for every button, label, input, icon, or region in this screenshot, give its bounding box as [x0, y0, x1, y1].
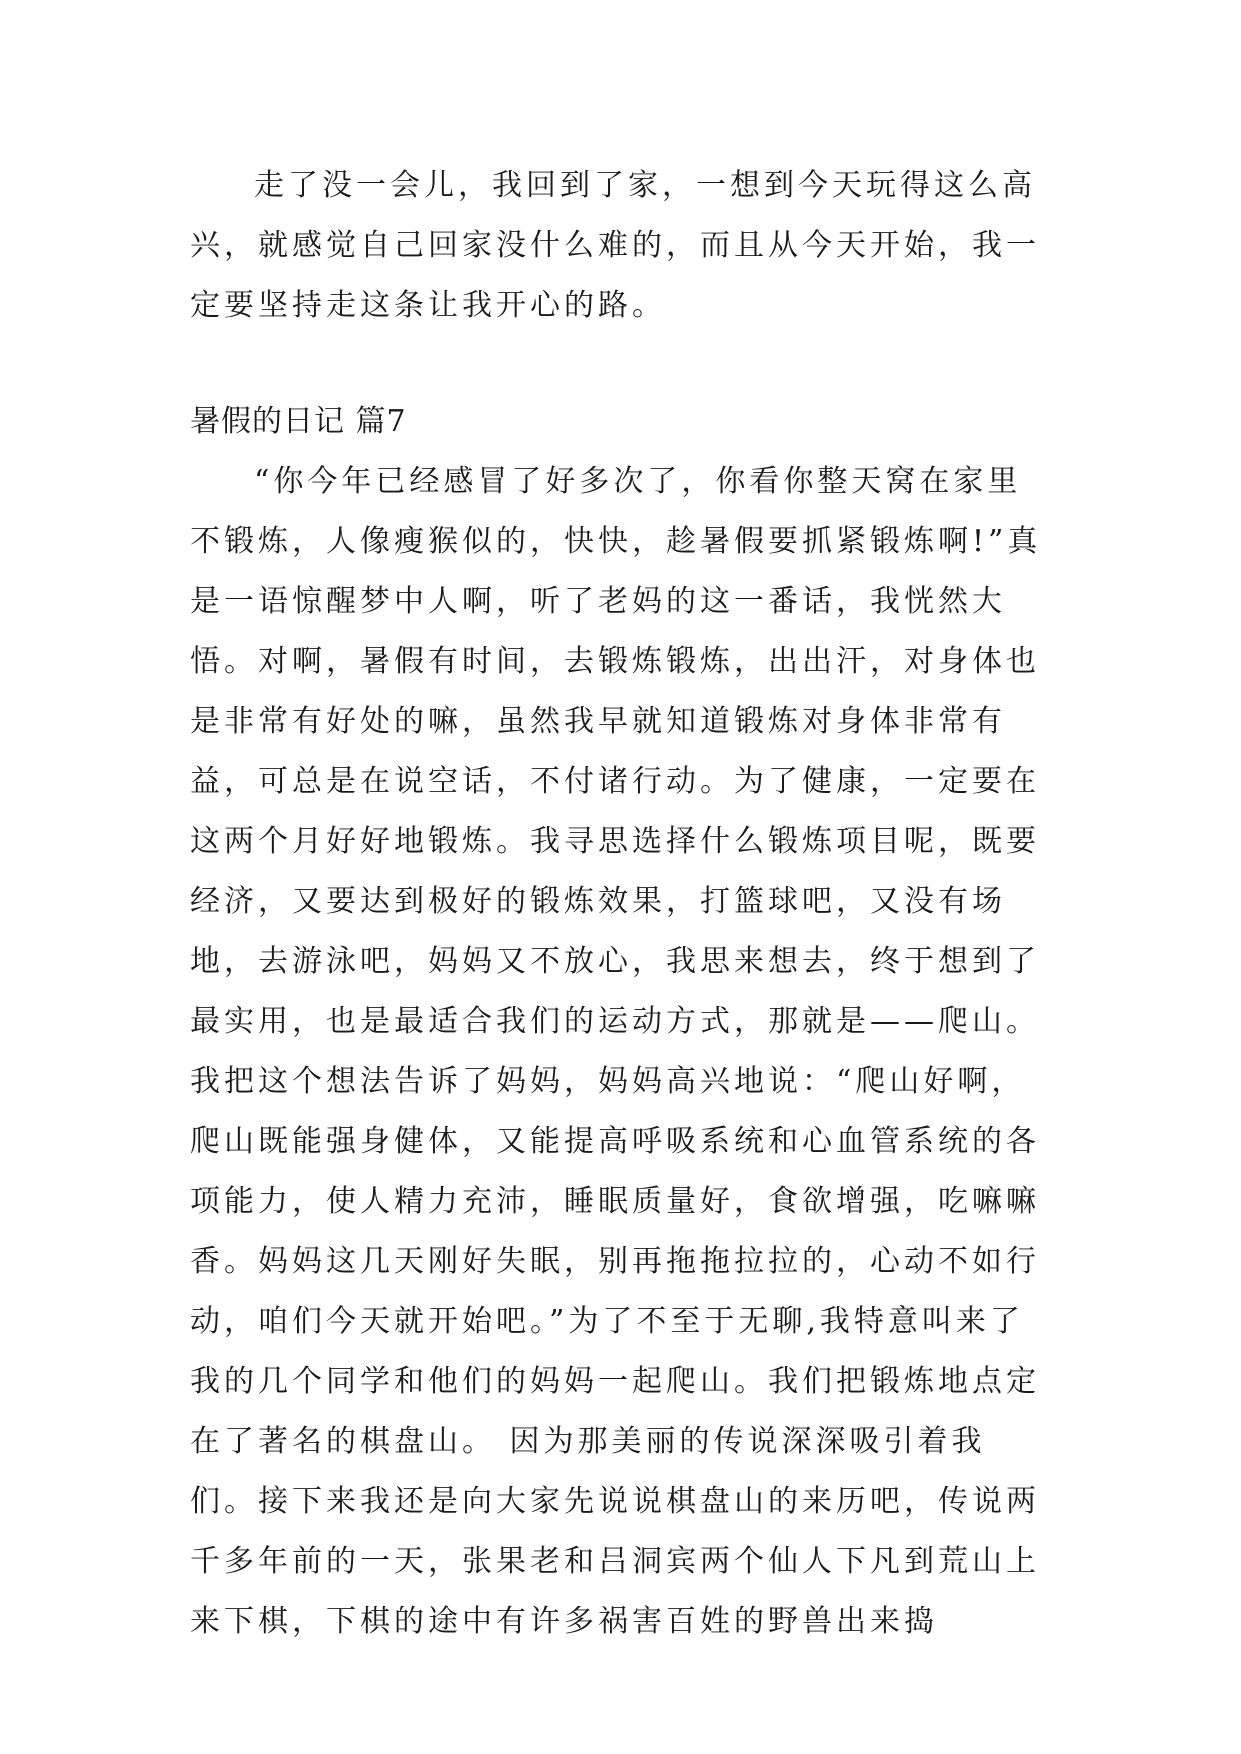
paragraph-diary-entry-7: “你今年已经感冒了好多次了，你看你整天窝在家里不锻炼，人像瘦猴似的，快快，趁暑假要抓紧锻炼啊!”真是一语惊醒梦中人啊，听了老妈的这一番话，我恍然大悟。对啊，暑假有时间，去锻炼锻炼，出出汗，对身体也是非常有好处的嘛，虽然我早就知道锻炼对身体非常有益，可总是在说空话，不付诸行动。为了健康，一定要在这两个月好好地锻炼。我寻思选择什么锻炼项目呢，既要经济，又要达到极好的锻炼效果，打篮球吧，又没有场地，去游泳吧，妈妈又不放心，我思来想去，终于想到了最实用，也是最适合我们的运动方式，那就是——爬山。我把这个想法告诉了妈妈，妈妈高兴地说：“爬山好啊，爬山既能强身健体，又能提高呼吸系统和心血管系统的各项能力，使人精力充沛，睡眠质量好，食欲增强，吃嘛嘛香。妈妈这几天刚好失眠，别再拖拖拉拉的，心动不如行动，咱们今天就开始吧。”为了不至于无聊,我特意叫来了我的几个同学和他们的妈妈一起爬山。我们把锻炼地点定在了著名的棋盘山。 因为那美丽的传说深深吸引着我们。接下来我还是向大家先说说棋盘山的来历吧，传说两千多年前的一天，张果老和吕洞宾两个仙人下凡到荒山上来下棋，下棋的途中有许多祸害百姓的野兽出来捣	[190, 464, 1042, 1639]
paragraph-previous-entry-ending: 走了没一会儿，我回到了家，一想到今天玩得这么高兴，就感觉自己回家没什么难的，而且从今天开始，我一定要坚持走这条让我开心的路。	[190, 168, 1040, 323]
section-heading: 暑假的日记 篇7	[190, 404, 407, 439]
